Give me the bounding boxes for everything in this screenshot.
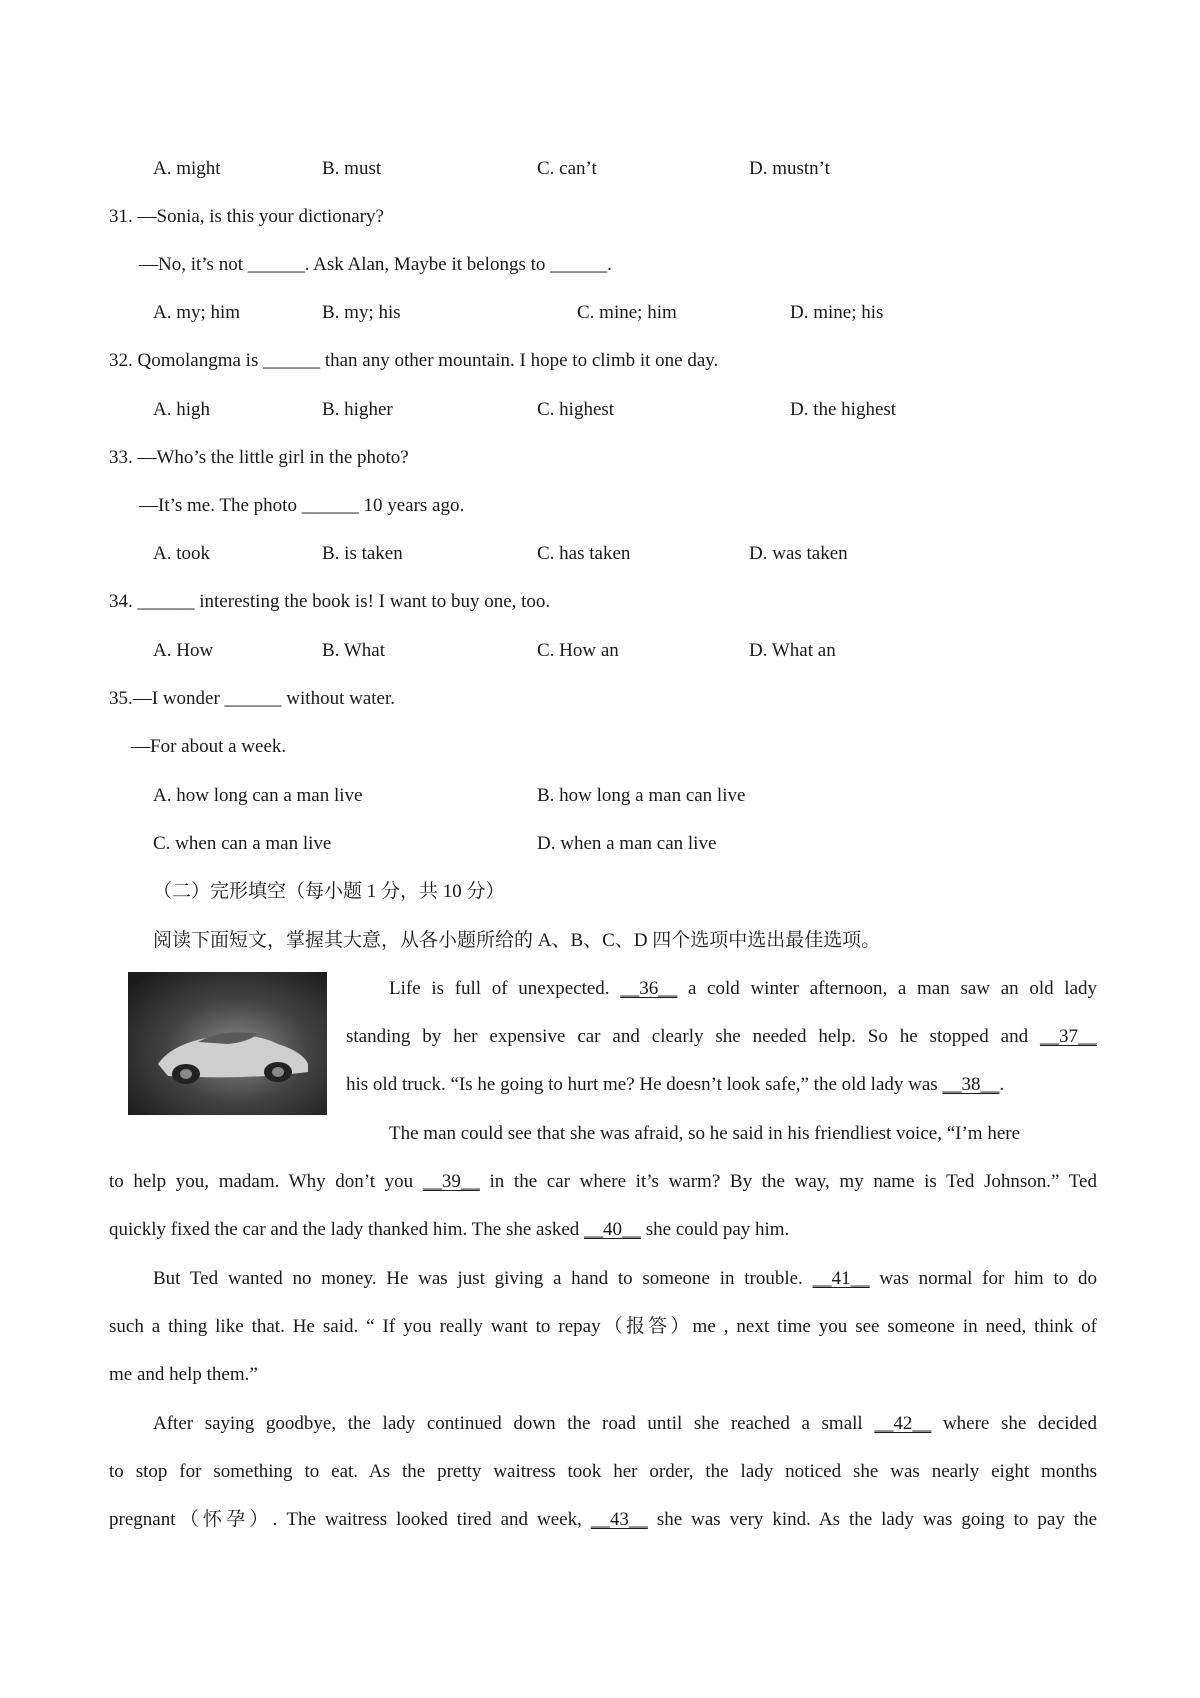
passage-p4-line1 bbox=[153, 1413, 1097, 1435]
text: a cold winter afternoon, a man saw an old lady bbox=[677, 978, 1097, 999]
q30-option-b: B. must bbox=[322, 158, 382, 179]
q31-option-a: A. my; him bbox=[153, 302, 241, 323]
blank-43: __43__ bbox=[590, 1509, 648, 1530]
q35-option-a: A. how long can a man live bbox=[153, 785, 363, 806]
q34-option-a: A. How bbox=[153, 640, 214, 661]
blank-40: __40__ bbox=[584, 1219, 642, 1240]
text: . bbox=[999, 1074, 1005, 1095]
text: Life is full of unexpected. bbox=[389, 978, 621, 999]
text: pregnant（怀孕）. The waitress looked tired and week, bbox=[109, 1509, 591, 1530]
text: to help you, madam. Why don’t you bbox=[109, 1171, 423, 1192]
q35-line2: —For about a week. bbox=[131, 736, 287, 757]
q32-option-b: B. higher bbox=[322, 399, 393, 420]
text: But Ted wanted no money. He was just giving a hand to someone in trouble. bbox=[153, 1268, 813, 1289]
q30-option-a: A. might bbox=[153, 158, 221, 179]
text: After saying goodbye, the lady continued down the road until she reached a small bbox=[153, 1413, 875, 1434]
text: was normal for him to do bbox=[869, 1268, 1097, 1289]
passage-p4-line2: to stop for something to eat. As the pretty waitress took her order, the lady noticed she was nearly eight months bbox=[109, 1461, 1097, 1482]
text: his old truck. “Is he going to hurt me? He doesn’t look safe,” the old lady was bbox=[346, 1074, 943, 1095]
q31-option-b: B. my; his bbox=[322, 302, 401, 323]
passage-p1-line3 bbox=[346, 1074, 1004, 1096]
q35-option-c: C. when can a man live bbox=[153, 833, 332, 854]
text: she was very kind. As the lady was going to pay the bbox=[647, 1509, 1098, 1530]
q33-line2: —It’s me. The photo ______ 10 years ago. bbox=[139, 495, 465, 516]
q33-stem: 33. —Who’s the little girl in the photo? bbox=[109, 447, 409, 468]
q35-option-d: D. when a man can live bbox=[537, 833, 717, 854]
passage-p3-line3: me and help them.” bbox=[109, 1364, 258, 1385]
passage-p4-line3 bbox=[109, 1509, 1097, 1531]
q30-option-c: C. can’t bbox=[537, 158, 597, 179]
car-photo bbox=[128, 972, 327, 1115]
q35-option-b: B. how long a man can live bbox=[537, 785, 746, 806]
passage-p3-line2: such a thing like that. He said. “ If you really want to repay（报答）me , next time you see someone in need, think of bbox=[109, 1316, 1097, 1337]
blank-36: __36__ bbox=[620, 978, 678, 999]
q33-option-a: A. took bbox=[153, 543, 210, 564]
q32-option-a: A. high bbox=[153, 399, 210, 420]
q32-option-d: D. the highest bbox=[790, 399, 897, 420]
blank-42: __42__ bbox=[874, 1413, 932, 1434]
q33-option-b: B. is taken bbox=[322, 543, 403, 564]
blank-39: __39__ bbox=[422, 1171, 480, 1192]
passage-p3-line1 bbox=[153, 1268, 1097, 1290]
passage-p1-line2 bbox=[346, 1026, 1097, 1048]
q33-option-d: D. was taken bbox=[749, 543, 848, 564]
q31-option-d: D. mine; his bbox=[790, 302, 884, 323]
passage-p1-line1 bbox=[389, 978, 1097, 1000]
text: where she decided bbox=[931, 1413, 1097, 1434]
q33-option-c: C. has taken bbox=[537, 543, 631, 564]
text: quickly fixed the car and the lady thanked him. The she asked bbox=[109, 1219, 585, 1240]
q31-line2: —No, it’s not ______. Ask Alan, Maybe it belongs to ______. bbox=[139, 254, 612, 275]
q35-stem: 35.—I wonder ______ without water. bbox=[109, 688, 396, 709]
blank-41: __41__ bbox=[812, 1268, 870, 1289]
q31-option-c: C. mine; him bbox=[577, 302, 677, 323]
passage-p2-line2 bbox=[109, 1171, 1097, 1193]
text: she could pay him. bbox=[641, 1219, 790, 1240]
q32-stem: 32. Qomolangma is ______ than any other mountain. I hope to climb it one day. bbox=[109, 350, 719, 371]
q32-option-c: C. highest bbox=[537, 399, 615, 420]
q34-option-c: C. How an bbox=[537, 640, 619, 661]
passage-p2-line1: The man could see that she was afraid, so he said in his friendliest voice, “I’m here bbox=[389, 1123, 1021, 1144]
blank-38: __38__ bbox=[942, 1074, 1000, 1095]
text: in the car where it’s warm? By the way, my name is Ted Johnson.” Ted bbox=[479, 1171, 1097, 1192]
blank-37: __37__ bbox=[1040, 1026, 1097, 1047]
section-title: （二）完形填空（每小题 1 分，共 10 分） bbox=[153, 881, 505, 902]
q31-stem: 31. —Sonia, is this your dictionary? bbox=[109, 206, 384, 227]
q34-option-b: B. What bbox=[322, 640, 385, 661]
q30-option-d: D. mustn’t bbox=[749, 158, 830, 179]
passage-p2-line3 bbox=[109, 1219, 789, 1241]
section-instruction: 阅读下面短文，掌握其大意，从各小题所给的 A、B、C、D 四个选项中选出最佳选项。 bbox=[153, 930, 881, 951]
q34-option-d: D. What an bbox=[749, 640, 836, 661]
q34-stem: 34. ______ interesting the book is! I want to buy one, too. bbox=[109, 591, 551, 612]
car-illustration bbox=[128, 972, 327, 1115]
text: standing by her expensive car and clearly she needed help. So he stopped and bbox=[346, 1026, 1040, 1047]
